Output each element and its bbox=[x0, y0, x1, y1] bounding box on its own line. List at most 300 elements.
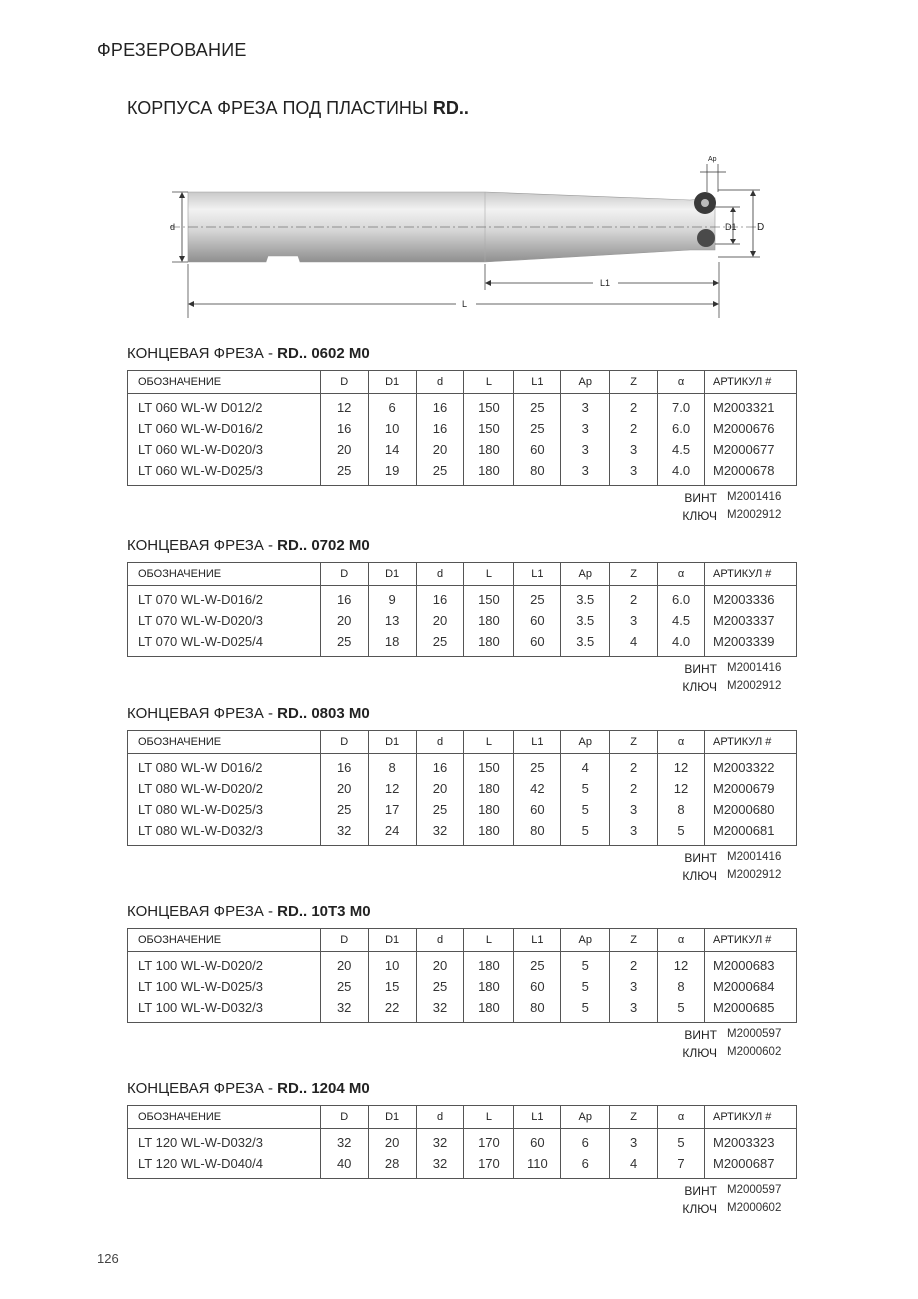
table-cell: 24 bbox=[368, 820, 416, 846]
table-cell: 32 bbox=[416, 1153, 464, 1179]
block-title-insert: RD.. 0602 M0 bbox=[277, 345, 370, 362]
column-header: L1 bbox=[514, 563, 561, 586]
block-title-insert: RD.. 0702 M0 bbox=[277, 537, 370, 554]
key-label: КЛЮЧ bbox=[682, 509, 717, 523]
table-cell: 60 bbox=[514, 610, 561, 631]
column-header: D1 bbox=[368, 371, 416, 394]
table-cell: 7.0 bbox=[658, 394, 705, 419]
table-cell: 20 bbox=[416, 952, 464, 977]
table-cell: LT 100 WL-W-D025/3 bbox=[128, 976, 321, 997]
screw-row bbox=[127, 851, 797, 869]
table-cell: 60 bbox=[514, 1129, 561, 1154]
table-cell: 12 bbox=[320, 394, 368, 419]
table-cell: 3 bbox=[610, 799, 658, 820]
column-header: ОБОЗНАЧЕНИЕ bbox=[128, 731, 321, 754]
table-cell: M2003337 bbox=[705, 610, 797, 631]
table-cell: M2000684 bbox=[704, 976, 796, 997]
table-cell: LT 120 WL-W-D032/3 bbox=[128, 1129, 321, 1154]
table-cell: 25 bbox=[320, 799, 368, 820]
column-header: L bbox=[464, 563, 514, 586]
table-cell: 42 bbox=[514, 778, 561, 799]
column-header: Ap bbox=[561, 371, 610, 394]
table-cell: 20 bbox=[416, 778, 464, 799]
key-article: M2000602 bbox=[727, 1202, 782, 1214]
table-cell: 3 bbox=[610, 460, 658, 486]
table-cell: 8 bbox=[658, 799, 705, 820]
key-article: M2000602 bbox=[727, 1046, 782, 1058]
table-row bbox=[128, 754, 797, 779]
table-cell: 5 bbox=[561, 952, 610, 977]
table-cell: LT 060 WL-W D012/2 bbox=[128, 394, 321, 419]
column-header: Ap bbox=[561, 1106, 610, 1129]
table-cell: 6.0 bbox=[658, 418, 705, 439]
column-header: d bbox=[416, 1106, 464, 1129]
product-block bbox=[127, 705, 797, 887]
table-cell: 60 bbox=[514, 631, 561, 657]
table-cell: 17 bbox=[368, 799, 416, 820]
table-cell: LT 100 WL-W-D032/3 bbox=[128, 997, 321, 1023]
table-cell: 22 bbox=[368, 997, 416, 1023]
table-cell: 20 bbox=[320, 439, 368, 460]
table-cell: 4 bbox=[610, 631, 658, 657]
table-cell: 25 bbox=[416, 460, 464, 486]
table-cell: 4.5 bbox=[658, 439, 705, 460]
table-cell: 150 bbox=[464, 394, 514, 419]
key-row bbox=[127, 680, 797, 698]
column-header: Z bbox=[610, 371, 658, 394]
page-number: 126 bbox=[97, 1251, 119, 1266]
table-cell: 80 bbox=[514, 460, 561, 486]
accessories bbox=[127, 491, 797, 527]
screw-row bbox=[127, 491, 797, 509]
table-cell: 16 bbox=[416, 754, 464, 779]
table-cell: 180 bbox=[464, 778, 514, 799]
key-row bbox=[127, 509, 797, 527]
table-cell: 12 bbox=[658, 952, 705, 977]
table-cell: 2 bbox=[610, 754, 658, 779]
column-header: α bbox=[658, 1106, 705, 1129]
table-cell: LT 060 WL-W-D016/2 bbox=[128, 418, 321, 439]
table-cell: 25 bbox=[320, 460, 368, 486]
screw-article: M2001416 bbox=[727, 662, 782, 674]
table-cell: 3.5 bbox=[561, 631, 610, 657]
table-cell: 16 bbox=[320, 418, 368, 439]
table-cell: 15 bbox=[368, 976, 416, 997]
table-cell: 5 bbox=[561, 820, 610, 846]
table-cell: 25 bbox=[514, 754, 561, 779]
table-cell: M2000687 bbox=[704, 1153, 796, 1179]
table-cell: 25 bbox=[320, 631, 368, 657]
table-cell: 2 bbox=[610, 952, 658, 977]
product-block bbox=[127, 1080, 797, 1220]
screw-label: ВИНТ bbox=[684, 851, 717, 865]
table-cell: 2 bbox=[610, 778, 658, 799]
key-label: КЛЮЧ bbox=[682, 1202, 717, 1216]
column-header: L bbox=[464, 929, 514, 952]
table-cell: 6 bbox=[561, 1129, 610, 1154]
spec-table bbox=[127, 1105, 797, 1179]
table-cell: 8 bbox=[368, 754, 416, 779]
table-cell: 60 bbox=[514, 976, 561, 997]
table-cell: 32 bbox=[416, 1129, 464, 1154]
table-cell: 25 bbox=[514, 952, 561, 977]
table-cell: M2000676 bbox=[705, 418, 797, 439]
table-cell: M2003339 bbox=[705, 631, 797, 657]
table-cell: 20 bbox=[320, 952, 368, 977]
product-block bbox=[127, 537, 797, 698]
dim-l1-label: L1 bbox=[600, 278, 611, 288]
table-row bbox=[128, 976, 797, 997]
column-header: ОБОЗНАЧЕНИЕ bbox=[128, 1106, 321, 1129]
table-cell: 32 bbox=[320, 1129, 368, 1154]
screw-article: M2001416 bbox=[727, 851, 782, 863]
table-cell: 5 bbox=[561, 976, 610, 997]
table-cell: 32 bbox=[416, 997, 464, 1023]
table-cell: 4.5 bbox=[658, 610, 705, 631]
table-cell: 16 bbox=[416, 418, 464, 439]
dim-l-label: L bbox=[462, 299, 468, 309]
table-cell: 180 bbox=[464, 952, 514, 977]
table-row bbox=[128, 439, 797, 460]
table-cell: LT 120 WL-W-D040/4 bbox=[128, 1153, 321, 1179]
table-cell: 32 bbox=[320, 820, 368, 846]
table-cell: 60 bbox=[514, 439, 561, 460]
column-header: L bbox=[464, 731, 514, 754]
column-header: АРТИКУЛ # bbox=[704, 731, 796, 754]
page-subtitle bbox=[127, 98, 469, 119]
table-cell: 150 bbox=[464, 754, 514, 779]
end-mill-drawing bbox=[160, 150, 780, 330]
dim-ap-label: Ap bbox=[708, 156, 717, 163]
table-cell: LT 070 WL-W-D016/2 bbox=[128, 586, 321, 611]
column-header: ОБОЗНАЧЕНИЕ bbox=[128, 563, 321, 586]
table-cell: 170 bbox=[464, 1153, 514, 1179]
table-cell: LT 080 WL-W D016/2 bbox=[128, 754, 321, 779]
table-cell: 20 bbox=[320, 610, 368, 631]
table-cell: 5 bbox=[561, 799, 610, 820]
table-cell: 3 bbox=[561, 418, 610, 439]
accessories bbox=[127, 662, 797, 698]
key-label: КЛЮЧ bbox=[682, 869, 717, 883]
accessories bbox=[127, 1184, 797, 1220]
table-cell: 14 bbox=[368, 439, 416, 460]
table-cell: 10 bbox=[368, 418, 416, 439]
dim-d1-label: D1 bbox=[725, 222, 737, 232]
table-cell: 4 bbox=[610, 1153, 658, 1179]
table-cell: M2003323 bbox=[704, 1129, 796, 1154]
table-cell: LT 070 WL-W-D025/4 bbox=[128, 631, 321, 657]
column-header: D1 bbox=[368, 1106, 416, 1129]
table-cell: 180 bbox=[464, 460, 514, 486]
key-article: M2002912 bbox=[727, 680, 782, 692]
column-header: L1 bbox=[514, 1106, 561, 1129]
dim-D-label: D bbox=[757, 222, 765, 233]
screw-article: M2001416 bbox=[727, 491, 782, 503]
table-cell: LT 080 WL-W-D032/3 bbox=[128, 820, 321, 846]
table-row bbox=[128, 778, 797, 799]
table-cell: 2 bbox=[610, 394, 658, 419]
table-cell: 25 bbox=[320, 976, 368, 997]
screw-label: ВИНТ bbox=[684, 662, 717, 676]
table-cell: M2000678 bbox=[705, 460, 797, 486]
table-cell: 5 bbox=[561, 778, 610, 799]
spec-table bbox=[127, 730, 797, 846]
table-header-row bbox=[128, 563, 797, 586]
column-header: D bbox=[320, 563, 368, 586]
table-cell: LT 070 WL-W-D020/3 bbox=[128, 610, 321, 631]
table-cell: 180 bbox=[464, 439, 514, 460]
column-header: d bbox=[416, 371, 464, 394]
column-header: L bbox=[464, 1106, 514, 1129]
table-header-row bbox=[128, 1106, 797, 1129]
screw-article: M2000597 bbox=[727, 1184, 782, 1196]
table-cell: 180 bbox=[464, 997, 514, 1023]
table-cell: 4.0 bbox=[658, 631, 705, 657]
table-row bbox=[128, 952, 797, 977]
table-cell: 16 bbox=[320, 586, 368, 611]
table-cell: 2 bbox=[610, 418, 658, 439]
table-cell: 12 bbox=[658, 754, 705, 779]
column-header: Z bbox=[610, 731, 658, 754]
key-row bbox=[127, 869, 797, 887]
table-cell: 8 bbox=[658, 976, 705, 997]
table-cell: 10 bbox=[368, 952, 416, 977]
table-cell: 110 bbox=[514, 1153, 561, 1179]
table-cell: 40 bbox=[320, 1153, 368, 1179]
table-cell: 2 bbox=[610, 586, 658, 611]
block-title-prefix: КОНЦЕВАЯ ФРЕЗА - bbox=[127, 1080, 278, 1097]
accessories bbox=[127, 1028, 797, 1064]
table-row bbox=[128, 1153, 797, 1179]
table-cell: M2003321 bbox=[705, 394, 797, 419]
table-cell: 25 bbox=[416, 799, 464, 820]
key-label: КЛЮЧ bbox=[682, 680, 717, 694]
table-header-row bbox=[128, 731, 797, 754]
column-header: ОБОЗНАЧЕНИЕ bbox=[128, 371, 321, 394]
table-cell: 25 bbox=[416, 976, 464, 997]
column-header: D1 bbox=[368, 731, 416, 754]
table-cell: 6 bbox=[561, 1153, 610, 1179]
key-article: M2002912 bbox=[727, 869, 782, 881]
column-header: L bbox=[464, 371, 514, 394]
table-row bbox=[128, 394, 797, 419]
column-header: α bbox=[658, 731, 705, 754]
table-cell: M2000680 bbox=[704, 799, 796, 820]
table-cell: 80 bbox=[514, 997, 561, 1023]
column-header: d bbox=[416, 731, 464, 754]
table-cell: 180 bbox=[464, 976, 514, 997]
table-cell: 3 bbox=[561, 394, 610, 419]
table-cell: 25 bbox=[514, 418, 561, 439]
table-cell: 20 bbox=[320, 778, 368, 799]
table-cell: 180 bbox=[464, 799, 514, 820]
table-row bbox=[128, 820, 797, 846]
table-cell: M2000677 bbox=[705, 439, 797, 460]
table-cell: 12 bbox=[658, 778, 705, 799]
screw-article: M2000597 bbox=[727, 1028, 782, 1040]
column-header: d bbox=[416, 563, 464, 586]
column-header: D1 bbox=[368, 929, 416, 952]
table-row bbox=[128, 418, 797, 439]
column-header: D bbox=[320, 929, 368, 952]
table-cell: 170 bbox=[464, 1129, 514, 1154]
table-cell: 3 bbox=[610, 997, 658, 1023]
screw-row bbox=[127, 1028, 797, 1046]
column-header: Ap bbox=[561, 563, 610, 586]
subtitle-text: КОРПУСА ФРЕЗА ПОД ПЛАСТИНЫ bbox=[127, 98, 433, 118]
table-cell: 32 bbox=[416, 820, 464, 846]
spec-table bbox=[127, 928, 797, 1023]
column-header: Ap bbox=[561, 731, 610, 754]
table-cell: M2000685 bbox=[704, 997, 796, 1023]
table-cell: 3 bbox=[610, 1129, 658, 1154]
table-cell: 3 bbox=[610, 976, 658, 997]
column-header: L1 bbox=[514, 371, 561, 394]
block-title bbox=[127, 1080, 797, 1097]
table-cell: 80 bbox=[514, 820, 561, 846]
table-cell: 12 bbox=[368, 778, 416, 799]
key-row bbox=[127, 1202, 797, 1220]
table-cell: 5 bbox=[658, 997, 705, 1023]
block-title-prefix: КОНЦЕВАЯ ФРЕЗА - bbox=[127, 345, 278, 362]
table-cell: 16 bbox=[416, 394, 464, 419]
table-row bbox=[128, 586, 797, 611]
table-cell: 180 bbox=[464, 820, 514, 846]
table-cell: 9 bbox=[368, 586, 416, 611]
table-cell: M2003322 bbox=[704, 754, 796, 779]
table-cell: 4.0 bbox=[658, 460, 705, 486]
table-cell: 7 bbox=[658, 1153, 705, 1179]
key-row bbox=[127, 1046, 797, 1064]
section-heading: ФРЕЗЕРОВАНИЕ bbox=[97, 40, 247, 60]
table-row bbox=[128, 997, 797, 1023]
key-label: КЛЮЧ bbox=[682, 1046, 717, 1060]
block-title bbox=[127, 903, 797, 920]
spec-table bbox=[127, 562, 797, 657]
block-title bbox=[127, 705, 797, 722]
table-cell: 25 bbox=[514, 586, 561, 611]
block-title-insert: RD.. 0803 M0 bbox=[277, 705, 370, 722]
table-row bbox=[128, 631, 797, 657]
table-cell: 6 bbox=[368, 394, 416, 419]
spec-table bbox=[127, 370, 797, 486]
block-title-prefix: КОНЦЕВАЯ ФРЕЗА - bbox=[127, 903, 278, 920]
column-header: L1 bbox=[514, 731, 561, 754]
column-header: АРТИКУЛ # bbox=[704, 929, 796, 952]
table-cell: M2000681 bbox=[704, 820, 796, 846]
dim-d-label: d bbox=[170, 222, 176, 232]
table-cell: 5 bbox=[561, 997, 610, 1023]
column-header: ОБОЗНАЧЕНИЕ bbox=[128, 929, 321, 952]
column-header: Z bbox=[610, 563, 658, 586]
block-title bbox=[127, 345, 797, 362]
subtitle-insert-type: RD.. bbox=[432, 98, 469, 118]
column-header: Ap bbox=[561, 929, 610, 952]
table-cell: 150 bbox=[464, 586, 514, 611]
table-cell: 25 bbox=[416, 631, 464, 657]
table-row bbox=[128, 610, 797, 631]
table-row bbox=[128, 799, 797, 820]
table-row bbox=[128, 1129, 797, 1154]
screw-row bbox=[127, 1184, 797, 1202]
table-cell: 3 bbox=[610, 820, 658, 846]
column-header: d bbox=[416, 929, 464, 952]
table-cell: 18 bbox=[368, 631, 416, 657]
column-header: D bbox=[320, 371, 368, 394]
table-cell: 19 bbox=[368, 460, 416, 486]
column-header: Z bbox=[610, 1106, 658, 1129]
table-cell: 60 bbox=[514, 799, 561, 820]
table-cell: LT 100 WL-W-D020/2 bbox=[128, 952, 321, 977]
table-cell: 3.5 bbox=[561, 610, 610, 631]
column-header: α bbox=[658, 371, 705, 394]
column-header: АРТИКУЛ # bbox=[705, 563, 797, 586]
table-cell: 32 bbox=[320, 997, 368, 1023]
block-title-insert: RD.. 1204 M0 bbox=[277, 1080, 370, 1097]
table-header-row bbox=[128, 371, 797, 394]
table-header-row bbox=[128, 929, 797, 952]
table-cell: LT 060 WL-W-D025/3 bbox=[128, 460, 321, 486]
table-cell: M2000683 bbox=[704, 952, 796, 977]
column-header: D bbox=[320, 731, 368, 754]
block-title-insert: RD.. 10T3 M0 bbox=[277, 903, 371, 920]
table-cell: 3 bbox=[561, 460, 610, 486]
column-header: α bbox=[658, 563, 705, 586]
key-article: M2002912 bbox=[727, 509, 782, 521]
table-cell: LT 060 WL-W-D020/3 bbox=[128, 439, 321, 460]
table-cell: 28 bbox=[368, 1153, 416, 1179]
screw-label: ВИНТ bbox=[684, 1184, 717, 1198]
table-cell: 3.5 bbox=[561, 586, 610, 611]
table-cell: 13 bbox=[368, 610, 416, 631]
product-block bbox=[127, 903, 797, 1064]
table-cell: 20 bbox=[416, 439, 464, 460]
table-cell: 5 bbox=[658, 1129, 705, 1154]
table-cell: 6.0 bbox=[658, 586, 705, 611]
column-header: L1 bbox=[514, 929, 561, 952]
table-cell: 20 bbox=[368, 1129, 416, 1154]
table-cell: 16 bbox=[320, 754, 368, 779]
block-title bbox=[127, 537, 797, 554]
screw-label: ВИНТ bbox=[684, 491, 717, 505]
accessories bbox=[127, 851, 797, 887]
table-cell: 4 bbox=[561, 754, 610, 779]
table-cell: 3 bbox=[610, 439, 658, 460]
block-title-prefix: КОНЦЕВАЯ ФРЕЗА - bbox=[127, 705, 278, 722]
product-block bbox=[127, 345, 797, 527]
table-cell: 5 bbox=[658, 820, 705, 846]
table-cell: LT 080 WL-W-D025/3 bbox=[128, 799, 321, 820]
column-header: α bbox=[658, 929, 705, 952]
block-title-prefix: КОНЦЕВАЯ ФРЕЗА - bbox=[127, 537, 278, 554]
column-header: АРТИКУЛ # bbox=[704, 1106, 796, 1129]
table-cell: 3 bbox=[561, 439, 610, 460]
table-row bbox=[128, 460, 797, 486]
table-cell: LT 080 WL-W-D020/2 bbox=[128, 778, 321, 799]
table-cell: M2003336 bbox=[705, 586, 797, 611]
screw-row bbox=[127, 662, 797, 680]
table-cell: 25 bbox=[514, 394, 561, 419]
insert-bottom bbox=[697, 229, 715, 247]
column-header: D bbox=[320, 1106, 368, 1129]
table-cell: 20 bbox=[416, 610, 464, 631]
table-cell: 180 bbox=[464, 631, 514, 657]
table-cell: 150 bbox=[464, 418, 514, 439]
column-header: Z bbox=[610, 929, 658, 952]
table-cell: 16 bbox=[416, 586, 464, 611]
column-header: D1 bbox=[368, 563, 416, 586]
column-header: АРТИКУЛ # bbox=[705, 371, 797, 394]
